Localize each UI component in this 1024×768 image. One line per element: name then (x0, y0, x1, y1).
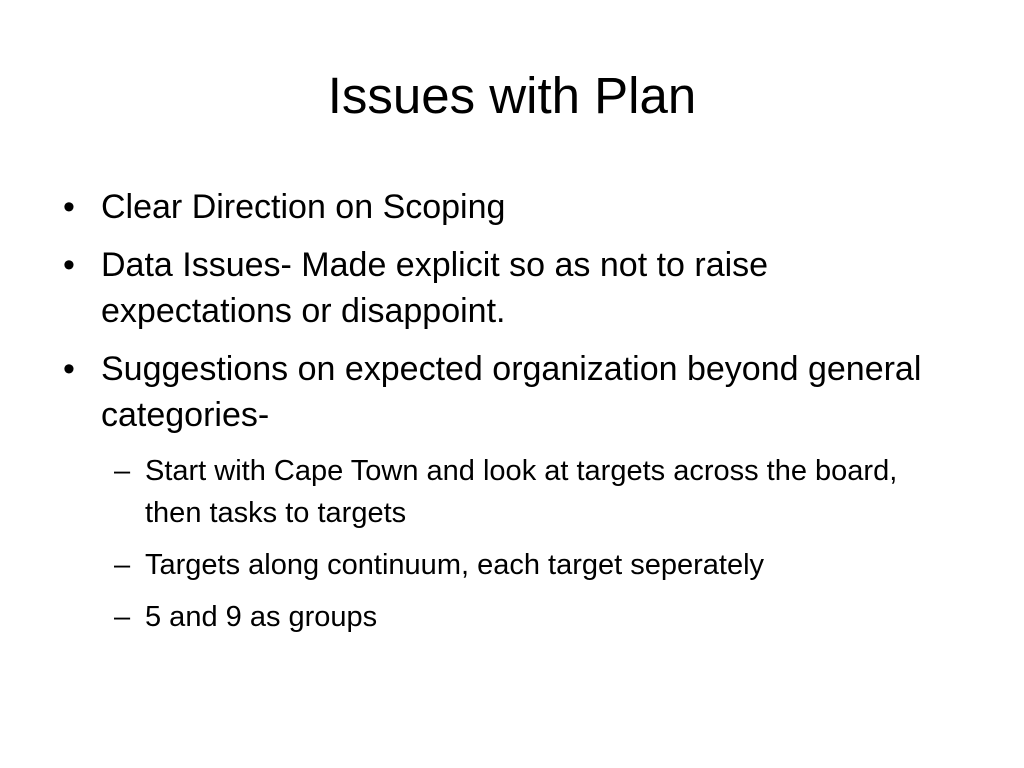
bullet-text: Suggestions on expected organization beyond general categories- (101, 350, 922, 434)
slide-title: Issues with Plan (327, 67, 697, 124)
sub-bullet-item (114, 596, 960, 638)
sub-bullet-text: 5 and 9 as groups (145, 601, 378, 633)
bullet-text: Data Issues- Made explicit so as not to raise expectations or disappoint. (101, 246, 769, 330)
sub-bullet-list (60, 450, 960, 638)
bullet-text: Clear Direction on Scoping (101, 188, 506, 226)
sub-bullet-item (114, 544, 960, 586)
sub-bullet-marker: – (114, 455, 131, 487)
sub-bullet-text: Start with Cape Town and look at targets across the board, then tasks to targets (145, 455, 898, 529)
bullet-item (60, 184, 960, 230)
bullet-marker: • (63, 350, 75, 388)
bullet-item (60, 346, 960, 438)
bullet-item (60, 242, 960, 334)
bullet-list (60, 184, 960, 648)
sub-bullet-marker: – (114, 549, 131, 581)
bullet-marker: • (63, 246, 75, 284)
sub-bullet-text: Targets along continuum, each target seperately (145, 549, 765, 581)
sub-bullet-marker: – (114, 601, 131, 633)
bullet-marker: • (63, 188, 75, 226)
sub-bullet-item (114, 450, 960, 534)
